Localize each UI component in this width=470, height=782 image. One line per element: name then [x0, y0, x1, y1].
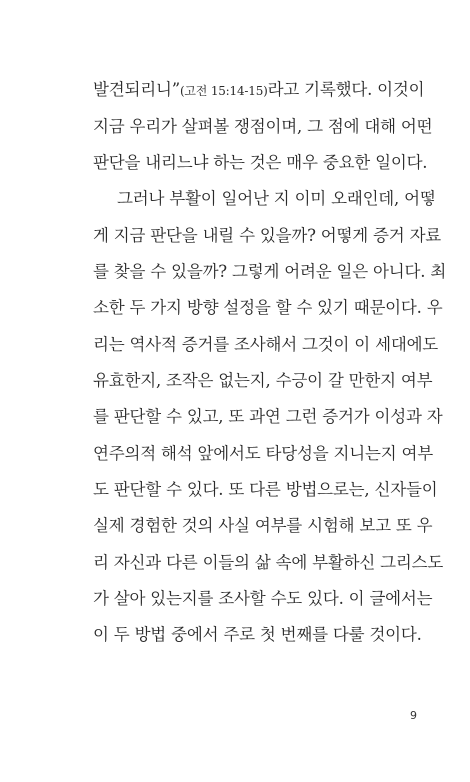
page-number: 9 [410, 709, 417, 722]
text-line: 가 살아 있는지를 조사할 수도 있다. 이 글에서는 [93, 589, 433, 608]
text-line: 게 지금 판단을 내릴 수 있을까? 어떻게 증거 자료 [93, 226, 442, 245]
text-line: 연주의적 해석 앞에서도 타당성을 지니는지 여부 [93, 444, 434, 463]
scripture-citation: (고전 15:14-15) [179, 84, 268, 98]
text-line: 도 판단할 수 있다. 또 다른 방법으로는, 신자들이 [93, 480, 438, 499]
text-line: 지금 우리가 살펴볼 쟁점이며, 그 점에 대해 어떤 [93, 117, 433, 136]
text-line: 유효한지, 조작은 없는지, 수긍이 갈 만한지 여부 [93, 371, 433, 390]
text-line: 를 찾을 수 있을까? 그렇게 어려운 일은 아니다. 최 [93, 262, 447, 281]
paragraph-first-line: 그러나 부활이 일어난 지 이미 오래인데, 어떻 [117, 189, 436, 208]
text-line: 를 판단할 수 있고, 또 과연 그런 증거가 이성과 자 [93, 407, 443, 426]
text-line: 리는 역사적 증거를 조사해서 그것이 이 세대에도 [93, 335, 439, 354]
text-line: 소한 두 가지 방향 설정을 할 수 있기 때문이다. 우 [93, 298, 443, 317]
text-run: 라고 기록했다. 이것이 [267, 80, 425, 99]
text-line [93, 80, 425, 101]
text-line: 이 두 방법 중에서 주로 첫 번째를 다룰 것이다. [93, 625, 422, 644]
text-line: 실제 경험한 것의 사실 여부를 시험해 보고 또 우 [93, 516, 433, 535]
text-run: 발견되리니” [93, 80, 180, 99]
text-line: 리 자신과 다른 이들의 삶 속에 부활하신 그리스도 [93, 553, 444, 572]
text-line: 판단을 내리느냐 하는 것은 매우 중요한 일이다. [93, 153, 428, 172]
